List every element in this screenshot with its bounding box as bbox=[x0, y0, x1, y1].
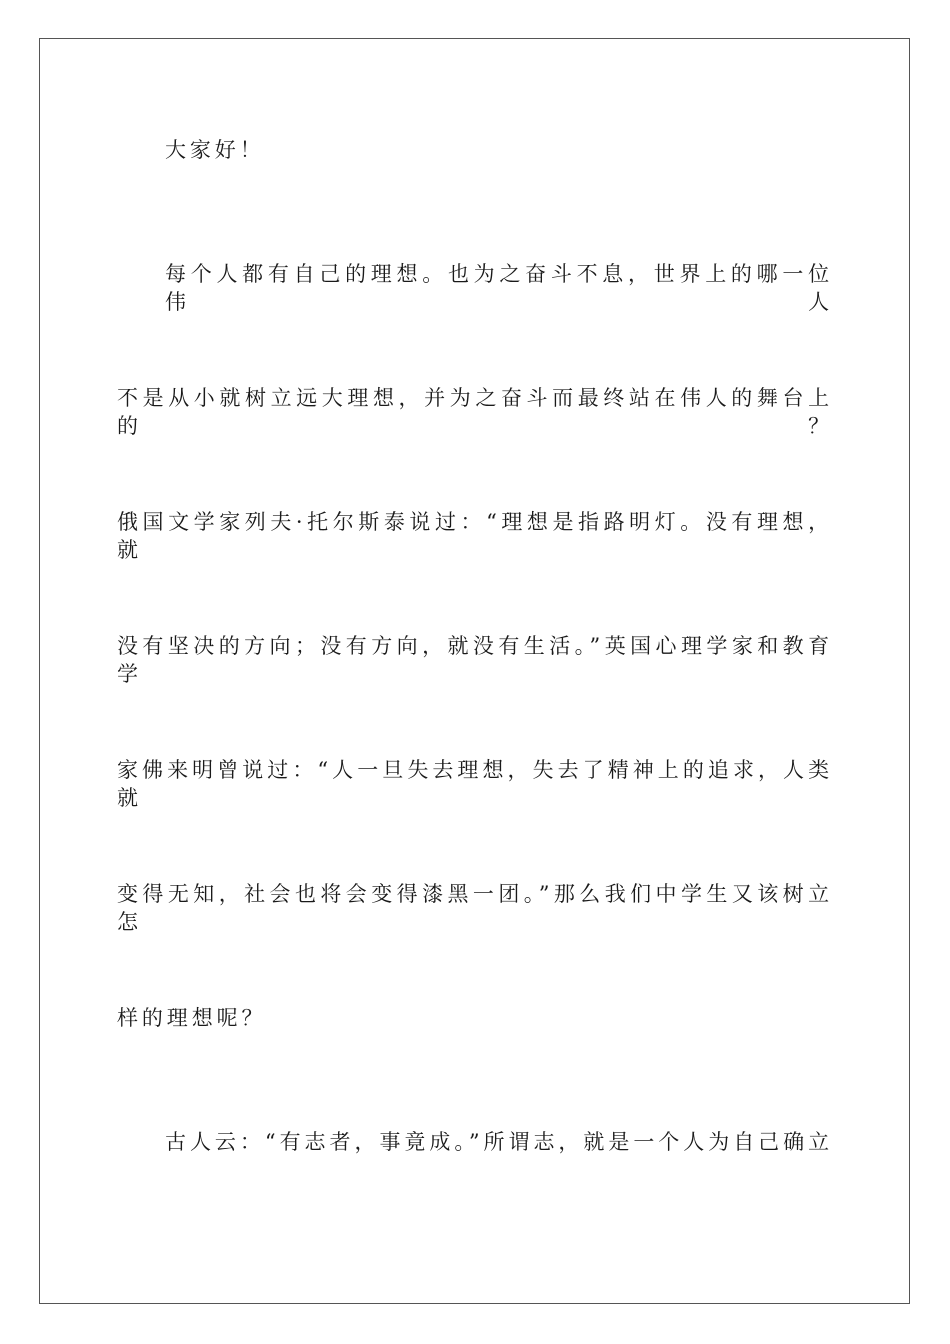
paragraph-line: 每个人都有自己的理想。也为之奋斗不息，世界上的哪一位伟人 bbox=[165, 262, 833, 314]
paragraph-line: 样的理想呢？ bbox=[117, 1006, 267, 1030]
paragraph-line: 不是从小就树立远大理想，并为之奋斗而最终站在伟人的舞台上的？ bbox=[117, 386, 833, 438]
paragraph-line: 古人云：“有志者，事竟成。”所谓志，就是一个人为自己确立 bbox=[165, 1130, 833, 1154]
greeting-line: 大家好！ bbox=[165, 138, 265, 162]
paragraph-line: 俄国文学家列夫·托尔斯泰说过：“理想是指路明灯。没有理想，就 bbox=[117, 510, 833, 562]
paragraph-line: 变得无知，社会也将会变得漆黑一团。”那么我们中学生又该树立怎 bbox=[117, 882, 833, 934]
page-border bbox=[39, 38, 910, 1304]
paragraph-line: 没有坚决的方向；没有方向，就没有生活。”英国心理学家和教育学 bbox=[117, 634, 833, 686]
paragraph-line: 家佛来明曾说过：“人一旦失去理想，失去了精神上的追求，人类就 bbox=[117, 758, 833, 810]
